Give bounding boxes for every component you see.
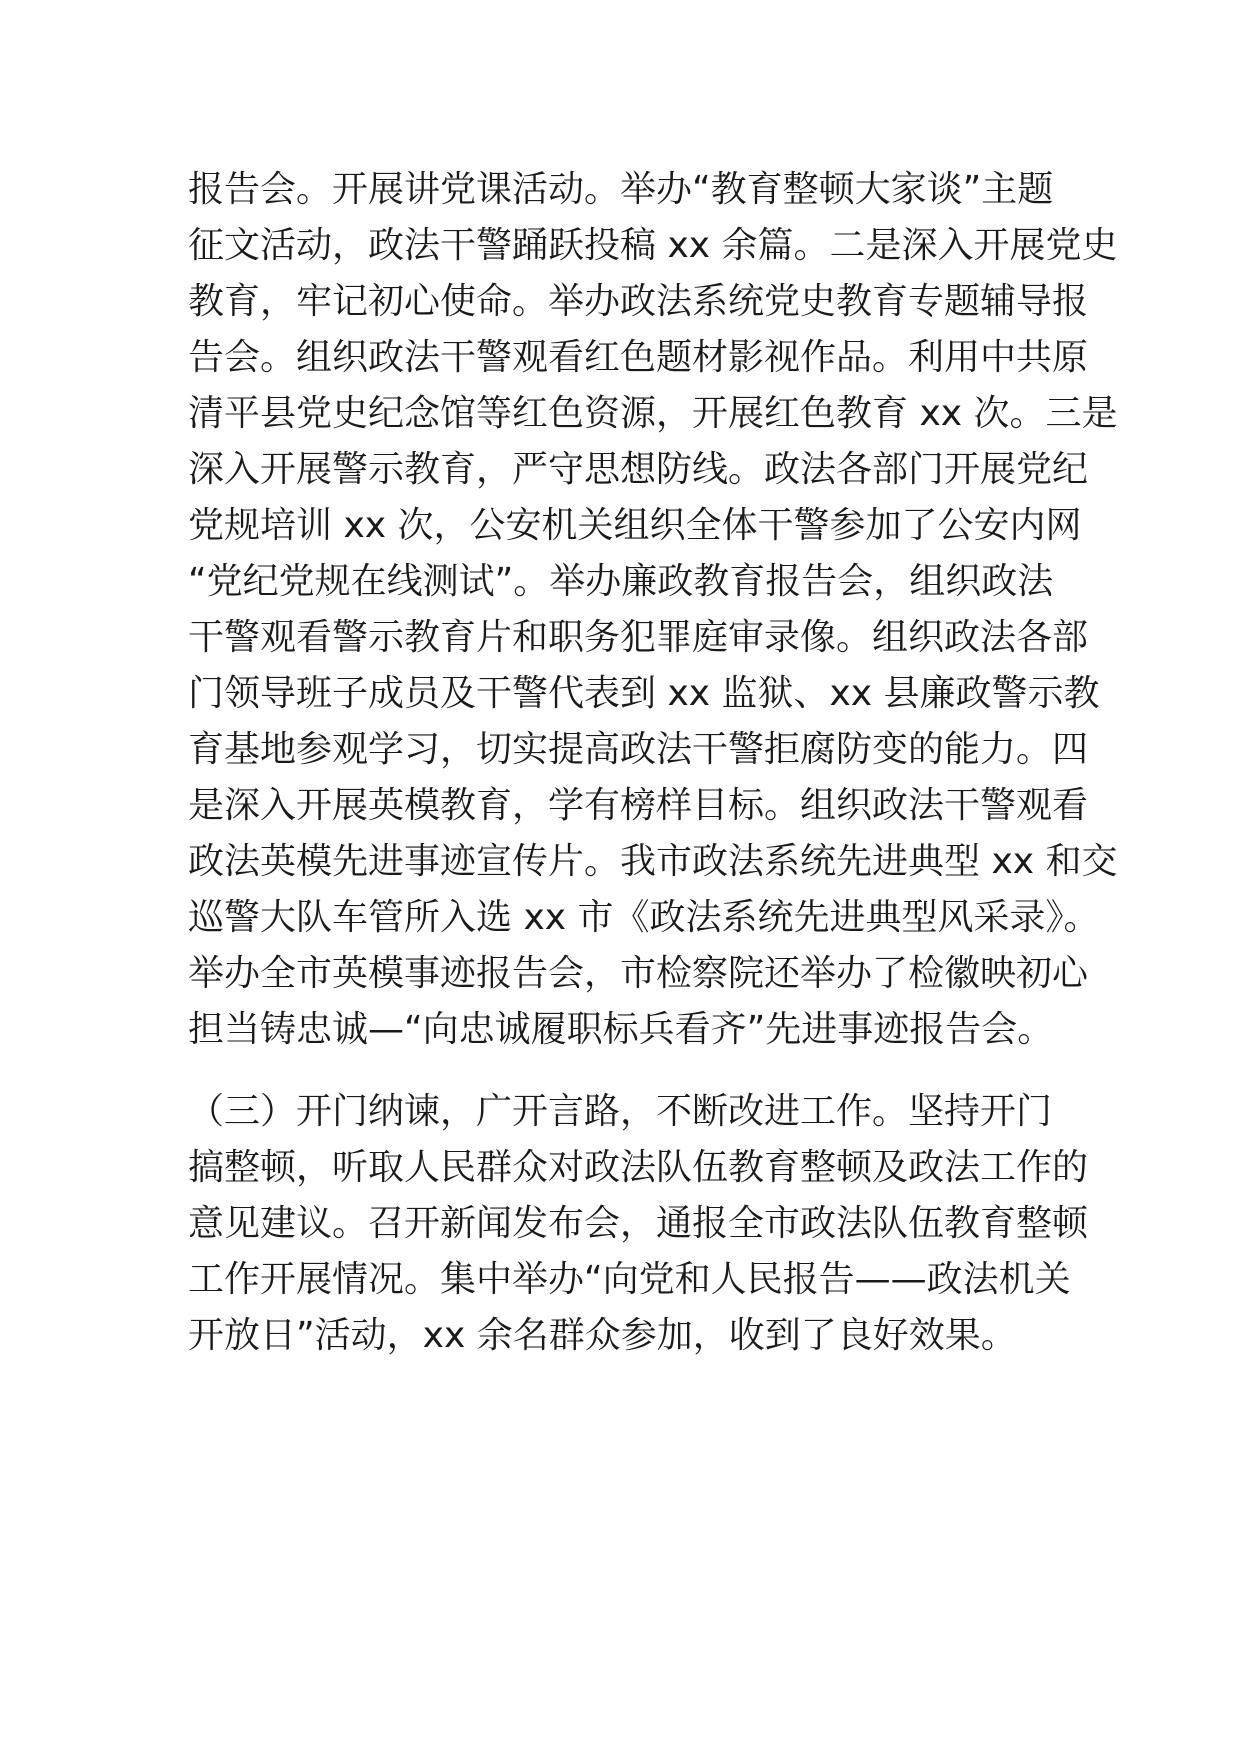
text-line: 搞整顿，听取人民群众对政法队伍教育整顿及政法工作的: [188, 1147, 1089, 1188]
text-line: 干警观看警示教育片和职务犯罪庭审录像。组织政法各部: [188, 617, 1089, 658]
text-line: 意见建议。召开新闻发布会，通报全市政法队伍教育整顿: [188, 1203, 1089, 1244]
text-line: 担当铸忠诚—“向忠诚履职标兵看齐”先进事迹报告会。: [188, 1009, 1054, 1050]
text-line: 门领导班子成员及干警代表到 xx 监狱、xx 县廉政警示教: [188, 673, 1100, 714]
text-line: 工作开展情况。集中举办“向党和人民报告——政法机关: [188, 1259, 1071, 1300]
document-body: [188, 162, 1118, 1364]
paragraph-2: [188, 1084, 1089, 1364]
text-line: 征文活动，政法干警踊跃投稿 xx 余篇。二是深入开展党史: [188, 225, 1118, 266]
text-line: 告会。组织政法干警观看红色题材影视作品。利用中共原: [188, 337, 1089, 378]
text-line: （三）开门纳谏，广开言路，不断改进工作。坚持开门: [188, 1091, 1053, 1132]
text-line: 是深入开展英模教育，学有榜样目标。组织政法干警观看: [188, 785, 1089, 826]
text-line: “党纪党规在线测试”。举办廉政教育报告会，组织政法: [188, 561, 1054, 602]
text-line: 报告会。开展讲党课活动。举办“教育整顿大家谈”主题: [188, 169, 1054, 210]
text-line: 巡警大队车管所入选 xx 市《政法系统先进典型风采录》。: [188, 897, 1100, 938]
text-line: 政法英模先进事迹宣传片。我市政法系统先进典型 xx 和交: [188, 841, 1118, 882]
text-line: 深入开展警示教育，严守思想防线。政法各部门开展党纪: [188, 449, 1089, 490]
text-line: 育基地参观学习，切实提高政法干警拒腐防变的能力。四: [188, 729, 1089, 770]
text-line: 举办全市英模事迹报告会，市检察院还举办了检徽映初心: [188, 953, 1089, 994]
paragraph-spacer: [188, 1058, 1060, 1084]
text-line: 教育，牢记初心使命。举办政法系统党史教育专题辅导报: [188, 281, 1089, 322]
text-line: 党规培训 xx 次，公安机关组织全体干警参加了公安内网: [188, 505, 1082, 546]
text-line: 开放日”活动，xx 余名群众参加，收到了良好效果。: [188, 1315, 1017, 1356]
paragraph-1: [188, 162, 1118, 1058]
text-line: 清平县党史纪念馆等红色资源，开展红色教育 xx 次。三是: [188, 393, 1118, 434]
